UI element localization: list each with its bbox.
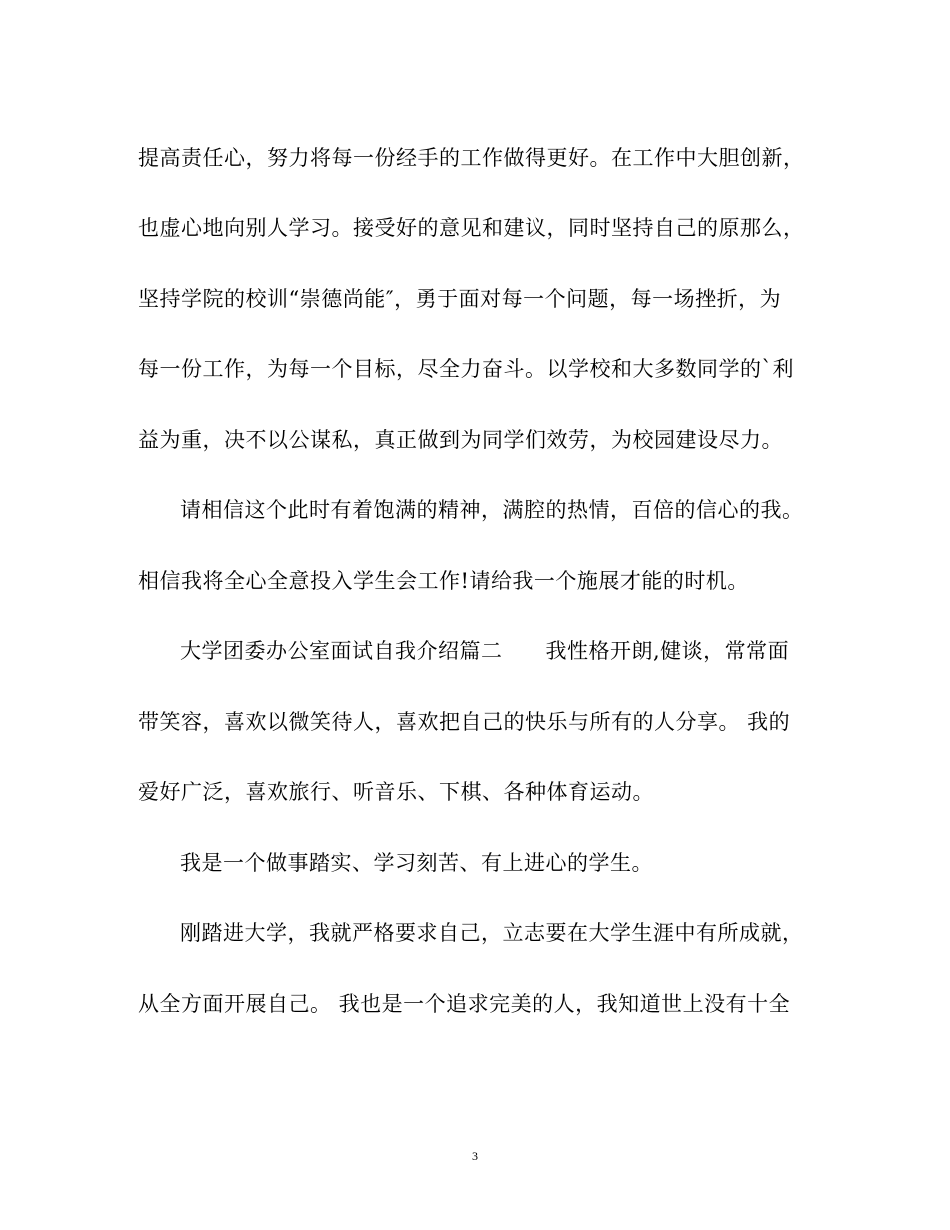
text-line: 相信我将全心全意投入学生会工作!请给我一个施展才能的时机。 xyxy=(138,569,749,593)
text-line: 带笑容，喜欢以微笑待人，喜欢把自己的快乐与所有的人分享。 我的 xyxy=(138,710,791,734)
text-line: 从全方面开展自己。 我也是一个追求完美的人，我知道世上没有十全 xyxy=(138,992,791,1016)
section-heading-line: 大学团委办公室面试自我介绍篇二 我性格开朗,健谈，常常面 xyxy=(180,639,790,663)
paragraph-start-line: 我是一个做事踏实、学习刻苦、有上进心的学生。 xyxy=(180,851,653,875)
page-number: 3 xyxy=(472,1149,478,1163)
text-line: 坚持学院的校训“崇德尚能″，勇于面对每一个问题，每一场挫折，为 xyxy=(138,287,782,311)
text-line: 提高责任心，努力将每一份经手的工作做得更好。在工作中大胆创新， xyxy=(138,146,805,170)
text-line: 也虚心地向别人学习。接受好的意见和建议，同时坚持自己的原那么， xyxy=(138,216,805,240)
text-line: 爱好广泛，喜欢旅行、听音乐、下棋、各种体育运动。 xyxy=(138,780,654,804)
text-line: 每一份工作，为每一个目标，尽全力奋斗。以学校和大多数同学的`利 xyxy=(138,357,794,381)
text-line: 益为重，决不以公谋私，真正做到为同学们效劳，为校园建设尽力。 xyxy=(138,428,783,452)
paragraph-start-line: 请相信这个此时有着饱满的精神，满腔的热情，百倍的信心的我。 xyxy=(180,498,804,522)
paragraph-start-line: 刚踏进大学，我就严格要求自己，立志要在大学生涯中有所成就， xyxy=(180,921,804,945)
